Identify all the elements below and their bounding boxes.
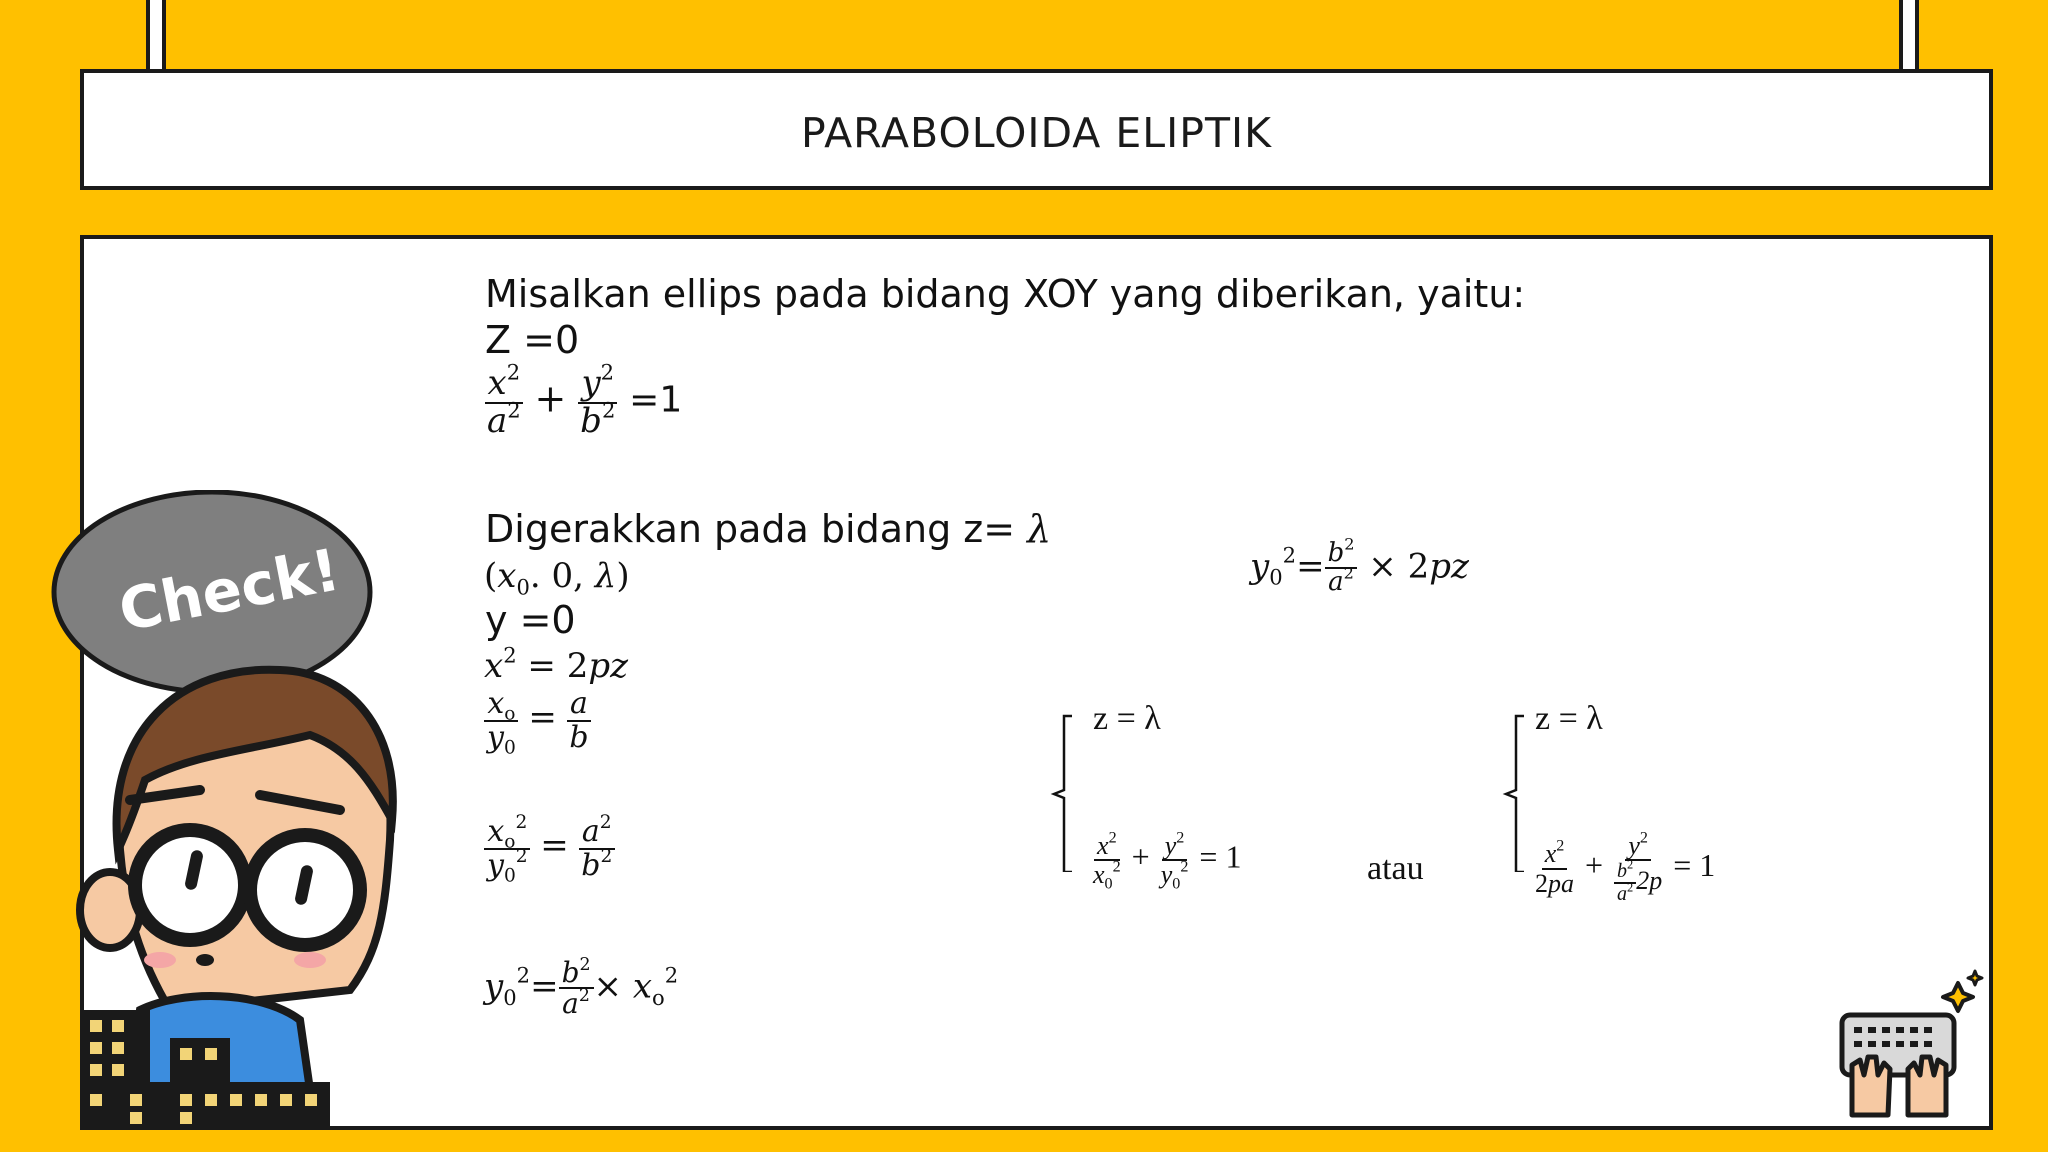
right-system-z-line: [1535, 700, 1603, 738]
title-board: [80, 69, 1993, 190]
left-system-z-text: z = λ: [1093, 700, 1161, 737]
ellipse-rhs: =1: [629, 379, 683, 421]
x-squared-equation: $x^2 = 2pz$: [484, 642, 629, 686]
intro-line: Misalkan ellips pada bidang XOY yang diberikan, yaitu:: [485, 272, 1526, 316]
lambda-symbol: λ: [1027, 507, 1052, 551]
left-system-brace: [1042, 712, 1082, 872]
ratio-equation: $\frac{x_o}{y_0}$ = $\frac{a}{b}$: [484, 688, 592, 753]
page-title: PARABOLOIDA ELIPTIK: [801, 109, 1272, 157]
right-system-rhs: = 1: [1673, 846, 1716, 883]
left-system-z-line: [1093, 700, 1161, 738]
right-system-coef: 2p: [1636, 866, 1663, 896]
point-coordinates: ($x_0$. 0, λ): [484, 556, 630, 600]
right-system-equation: $\frac{x^2}{2pa}$ + $y^2$ $\frac{b^2}{a^2}$ 2p = 1: [1535, 829, 1716, 906]
ellipse-equation: $\frac{x^2}{a^2}$ + $\frac{y^2}{b^2}$ =1: [484, 366, 682, 439]
right-system-brace: [1494, 712, 1534, 872]
y-zero-equation: y =0: [485, 598, 576, 642]
keyboard-typing-icon: [1830, 965, 1990, 1125]
speech-bubble-text: Check!: [113, 535, 346, 645]
right-system-z-text: z = λ: [1535, 700, 1603, 737]
y0-squared-2pz-equation: $y_0^2=$ $\frac{b^2}{a^2}$ × 2pz: [1250, 534, 1469, 598]
y0-squared-equation: $y_0^2=$ $\frac{b^2}{a^2}$ × $x_o^2$: [484, 954, 679, 1021]
atau-label: atau: [1367, 850, 1424, 887]
squared-ratio-equation: $\frac{x_o^2}{y_0^2}$ = $\frac{a^2}{b^2}$: [484, 816, 615, 881]
moved-line: [485, 507, 1051, 551]
left-system-equation: $\frac{x^2}{x_0^2}$ + $\frac{y^2}{y_0^2}$ = 1: [1093, 829, 1242, 893]
left-system-rhs: = 1: [1199, 838, 1242, 875]
z-zero-equation: Z =0: [485, 318, 580, 362]
moved-text: Digerakkan pada bidang z=: [485, 507, 1028, 551]
